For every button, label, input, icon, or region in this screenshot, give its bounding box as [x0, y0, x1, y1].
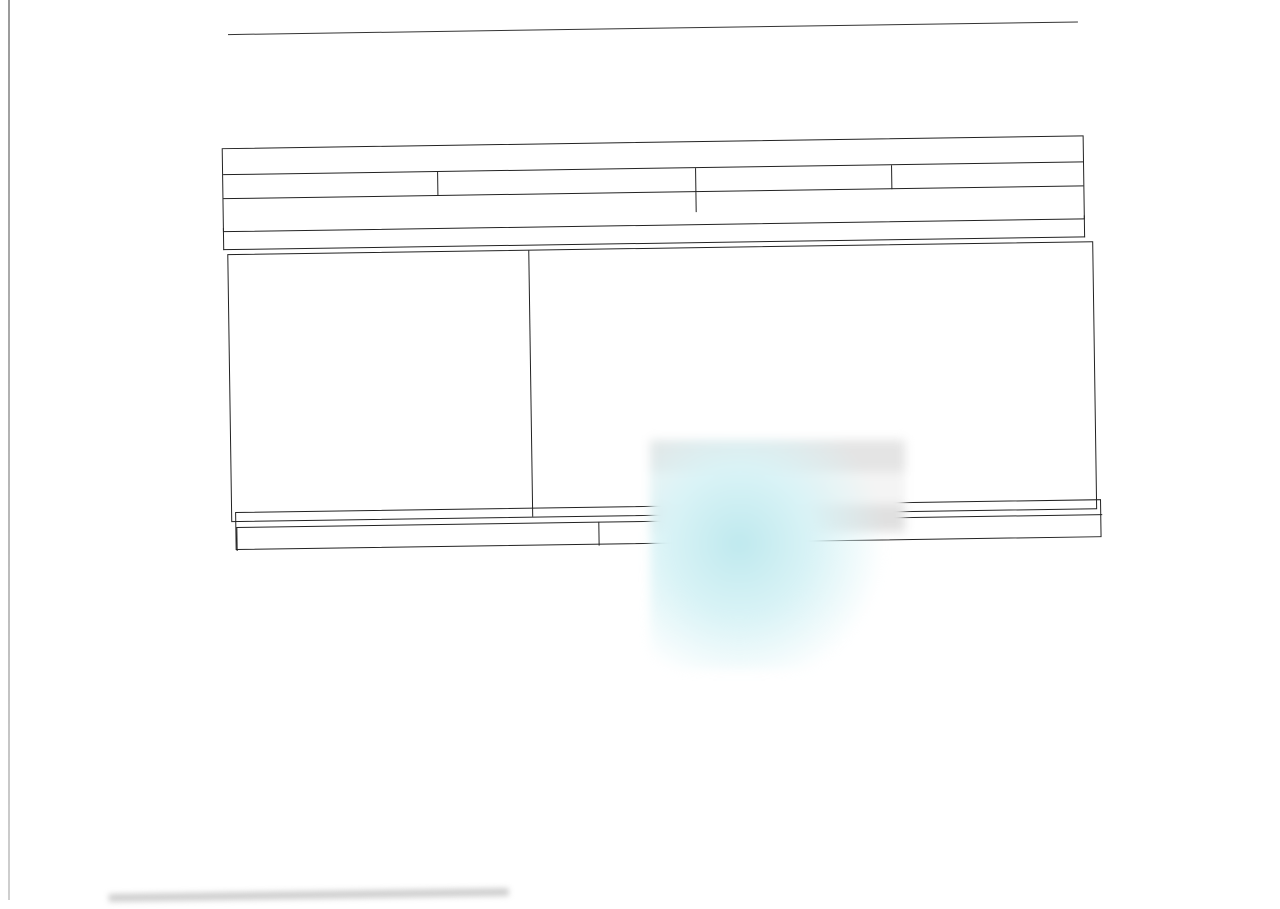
document-subtitle: [227, 100, 1077, 113]
registration-authority: [228, 21, 1078, 35]
document-title: [227, 85, 1077, 98]
authority-caption: [228, 37, 1078, 50]
redacted-stamp: [650, 440, 905, 670]
